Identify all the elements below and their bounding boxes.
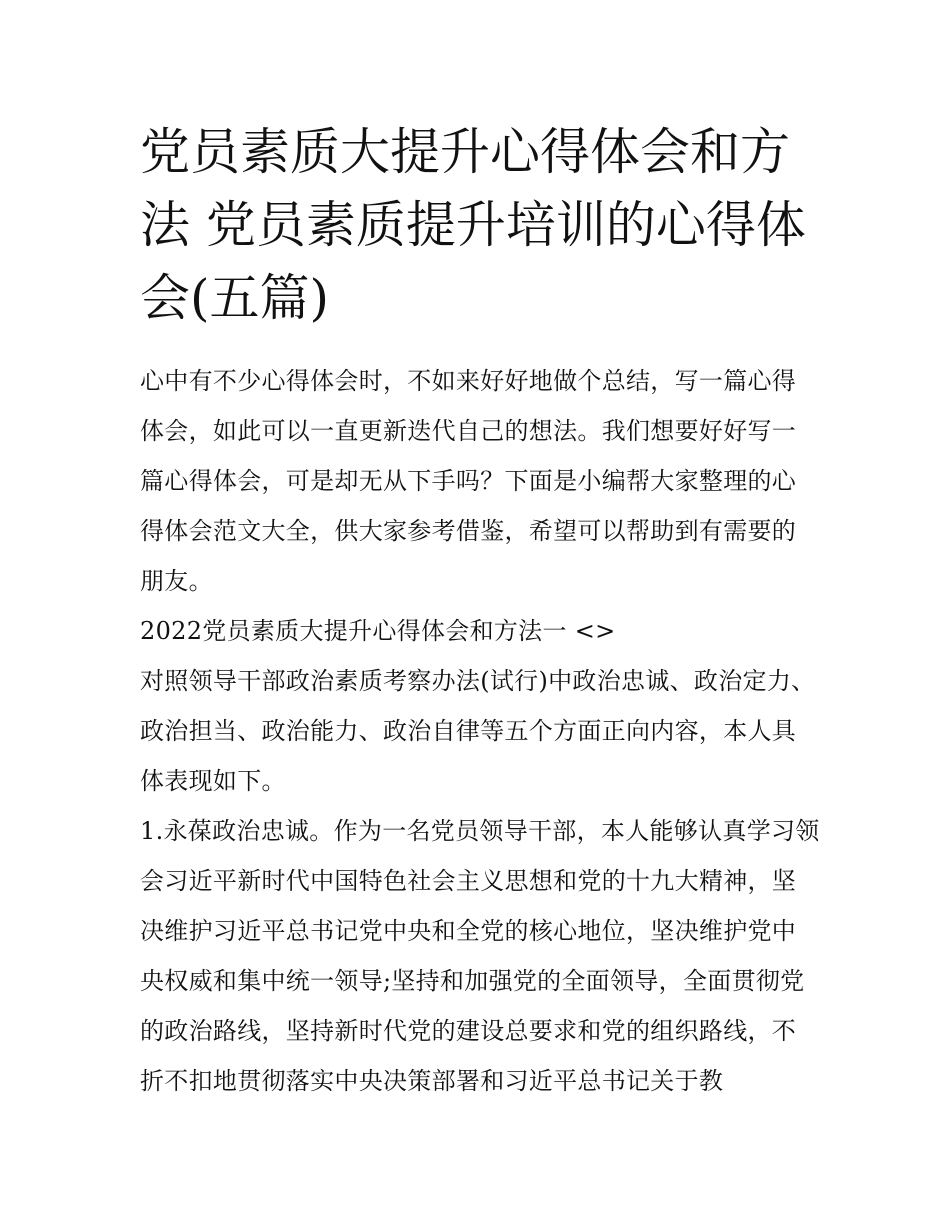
document-body (140, 356, 820, 1106)
intro-paragraph: 心中有不少心得体会时，不如来好好地做个总结，写一篇心得体会，如此可以一直更新迭代自己的想法。我们想要好好写一篇心得体会，可是却无从下手吗？下面是小编帮大家整理的心得体会范文大全，供大家参考借鉴，希望可以帮助到有需要的朋友。 (140, 367, 797, 595)
document-title: 党员素质大提升心得体会和方法 党员素质提升培训的心得体会(五篇) (140, 123, 806, 327)
section-heading: 2022党员素质大提升心得体会和方法一 <> (140, 617, 616, 645)
body-paragraph: 对照领导干部政治素质考察办法(试行)中政治忠诚、政治定力、政治担当、政治能力、政治自律等五个方面正向内容，本人具体表现如下。 (140, 667, 816, 795)
body-paragraph: 1.永葆政治忠诚。作为一名党员领导干部，本人能够认真学习领会习近平新时代中国特色社会主义思想和党的十九大精神，坚决维护习近平总书记党中央和全党的核心地位，坚决维护党中央权威和集中统一领导;坚持和加强党的全面领导，全面贯彻党的政治路线，坚持新时代党的建设总要求和党的组织路线，不折不扣地贯彻落实中央决策部署和习近平总书记关于教 (140, 817, 820, 1095)
